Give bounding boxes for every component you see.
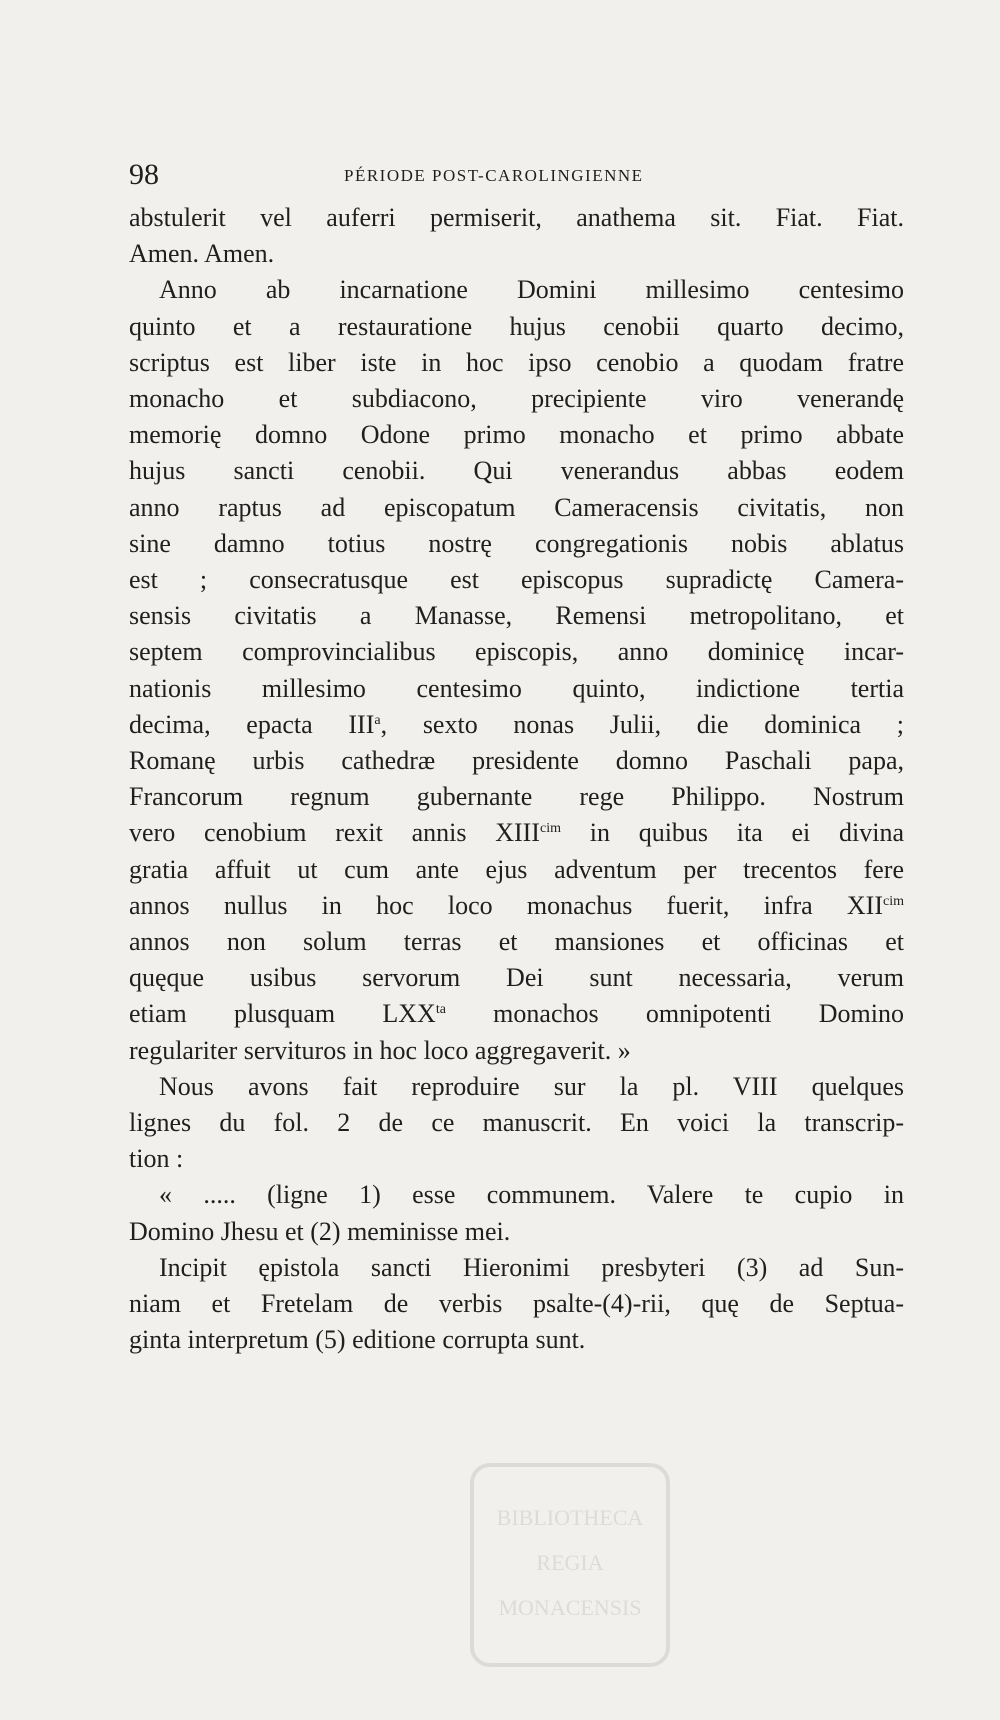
page-header: [129, 158, 904, 198]
library-stamp: [460, 1450, 680, 1680]
text-line: regulariter servituros in hoc loco aggregaverit. »: [129, 1035, 631, 1065]
page-number: 98: [129, 158, 159, 191]
text-line: est ; consecratusque est episcopus supradictę Camera-: [129, 565, 904, 595]
body-text: [129, 200, 904, 1359]
text-line: hujus sancti cenobii. Qui venerandus abbas eodem: [129, 456, 904, 486]
text-line: Anno ab incarnatione Domini millesimo centesimo: [159, 275, 904, 305]
text-line: ginta interpretum (5) editione corrupta sunt.: [129, 1325, 586, 1355]
text-line: annos non solum terras et mansiones et officinas et: [129, 927, 904, 957]
text-line: Romanę urbis cathedræ presidente domno Paschali papa,: [129, 746, 904, 776]
text-line-sup: annos nullus in hoc loco monachus fuerit, infra $XII^{cim}$: [129, 890, 904, 920]
text-line-sup: decima, epacta III$^a$, sexto nonas Julii, die dominica ;: [129, 709, 904, 739]
text-line: sensis civitatis a Manasse, Remensi metropolitano, et: [129, 601, 904, 631]
text-line: tion :: [129, 1144, 184, 1174]
text-line: abstulerit vel auferri permiserit, anathema sit. Fiat. Fiat.: [129, 203, 904, 232]
text-line: Nous avons fait reproduire sur la pl. VIII quelques: [159, 1071, 904, 1101]
running-title: PÉRIODE POST-CAROLINGIENNE: [344, 166, 644, 185]
text-line: quinto et a restauratione hujus cenobii quarto decimo,: [129, 311, 904, 341]
text-line: septem comprovincialibus episcopis, anno dominicę incar-: [129, 637, 904, 667]
text-line-sup: vero cenobium rexit annis $XIII^{cim}$ in quibus ita ei divina: [129, 818, 904, 848]
text-line: niam et Fretelam de verbis psalte-(4)-rii, quę de Septua-: [129, 1289, 904, 1319]
text-line: quęque usibus servorum Dei sunt necessaria, verum: [129, 963, 904, 993]
text-line: nationis millesimo centesimo quinto, indictione tertia: [129, 673, 904, 703]
text-line: memorię domno Odone primo monacho et primo abbate: [129, 420, 904, 450]
text-line: Amen. Amen.: [129, 239, 275, 269]
stamp-line-3: MONACENSIS: [498, 1595, 642, 1620]
text-line: scriptus est liber iste in hoc ipso cenobio a quodam fratre: [129, 347, 904, 377]
text-line-sup: etiam plusquam $LXX^{ta}$ monachos omnipotenti Domino: [129, 999, 904, 1029]
stamp-line-1: BIBLIOTHECA: [496, 1505, 644, 1530]
text-line: monacho et subdiacono, precipiente viro venerandę: [129, 384, 904, 414]
text-line: lignes du fol. 2 de ce manuscrit. En voici la transcrip-: [129, 1108, 904, 1138]
text-line: sine damno totius nostrę congregationis nobis ablatus: [129, 528, 904, 558]
text-line: « ..... (ligne 1) esse communem. Valere te cupio in: [159, 1180, 904, 1210]
text-line: gratia affuit ut cum ante ejus adventum per trecentos fere: [129, 854, 904, 884]
text-line: Francorum regnum gubernante rege Philippo. Nostrum: [129, 782, 904, 812]
text-line: anno raptus ad episcopatum Cameracensis civitatis, non: [129, 492, 904, 522]
text-line: Domino Jhesu et (2) meminisse mei.: [129, 1216, 511, 1246]
text-line: Incipit ępistola sancti Hieronimi presbyteri (3) ad Sun-: [159, 1252, 904, 1282]
stamp-line-2: REGIA: [536, 1550, 604, 1575]
